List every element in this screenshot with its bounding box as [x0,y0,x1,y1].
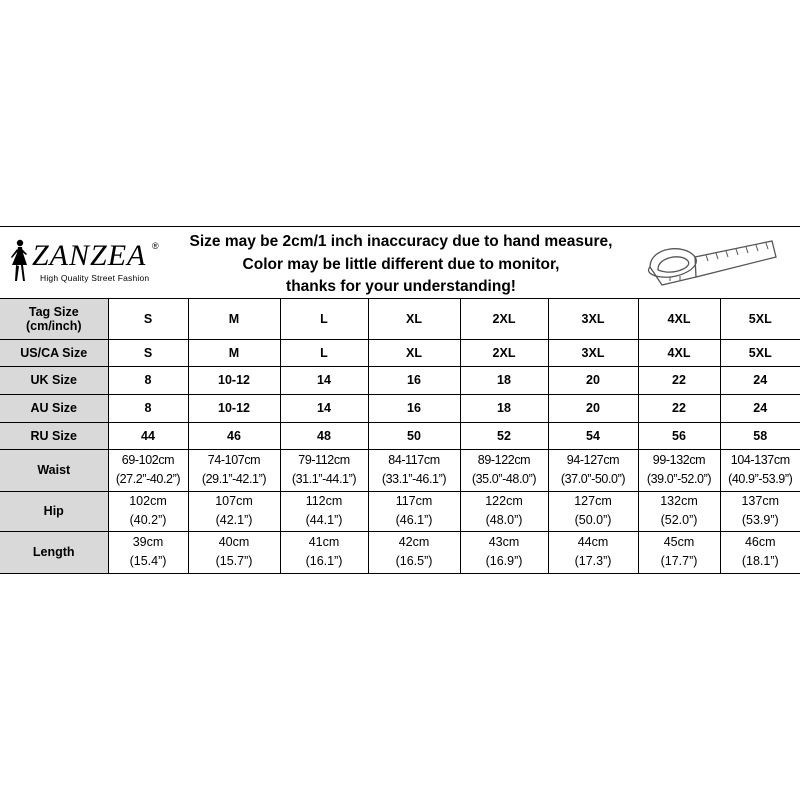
measurement-cell [368,491,460,531]
size-cell: 56 [638,422,720,449]
measurement-inch: (15.4”) [129,554,167,569]
measurement-cell [188,491,280,531]
size-cell: 16 [368,366,460,394]
measurement-inch: (29.1”-42.1”) [201,472,267,486]
measurement-cm: 39cm [132,535,164,550]
row-header [0,299,108,339]
measurement-cm: 69-102cm [121,453,175,467]
measurement-notice [168,231,634,299]
measurement-inch: (46.1”) [395,513,433,527]
measurement-cm: 112cm [305,494,343,508]
measurement-cell [638,531,720,573]
size-cell: 10-12 [188,366,280,394]
table-row [0,339,800,366]
size-cell: 22 [638,366,720,394]
measurement-cell [638,491,720,531]
brand-logo [6,235,162,291]
size-cell: 20 [548,394,638,422]
measurement-inch: (15.7”) [215,554,253,569]
size-cell: 22 [638,394,720,422]
measurement-cm: 137cm [741,494,780,508]
measurement-cm: 89-122cm [477,453,531,467]
row-header: RU Size [0,422,108,449]
table-row [0,299,800,339]
size-cell: 16 [368,394,460,422]
size-cell: 24 [720,366,800,394]
table-row [0,449,800,491]
size-table [0,299,800,573]
measurement-cm: 127cm [574,494,612,508]
measurement-cell [280,531,368,573]
measurement-cell [548,531,638,573]
measurement-cm: 41cm [308,535,340,550]
measurement-cell [188,531,280,573]
measurement-inch: (16.5”) [395,554,433,569]
size-cell: 3XL [548,339,638,366]
notice-line: Color may be little different due to monitor, [242,255,560,273]
size-cell: 48 [280,422,368,449]
row-header: Hip [0,491,108,531]
measurement-cell [720,491,800,531]
size-cell: S [108,339,188,366]
measurement-inch: (27.2”-40.2”) [115,472,181,486]
measurement-cm: 132cm [660,494,698,508]
size-chart-banner [0,227,800,299]
measurement-inch: (17.3”) [574,554,612,569]
size-cell: S [108,299,188,339]
measurement-cell [108,491,188,531]
measurement-cm: 94-127cm [566,453,620,467]
measurement-cm: 74-107cm [207,453,261,467]
measurement-inch: (37.0”-50.0”) [560,472,626,486]
measurement-cell [460,449,548,491]
notice-line: thanks for your understanding! [286,278,516,295]
measurement-cm: 99-132cm [652,453,706,467]
table-row [0,531,800,573]
size-cell: 44 [108,422,188,449]
size-cell: 3XL [548,299,638,339]
row-header: AU Size [0,394,108,422]
measurement-cm: 84-117cm [388,453,440,467]
measurement-inch: (50.0”) [574,513,612,527]
measurement-inch: (42.1”) [215,513,253,527]
measurement-cm: 122cm [485,494,523,508]
measurement-inch: (17.7”) [660,554,698,569]
size-cell: 18 [460,394,548,422]
row-header: Waist [0,449,108,491]
table-row [0,366,800,394]
brand-name: ZANZEA [32,239,147,272]
size-cell: 4XL [638,299,720,339]
measurement-inch: (40.9”-53.9”) [728,472,793,486]
measurement-cm: 104-137cm [730,453,790,467]
measurement-cm: 117cm [395,494,433,508]
measurement-cm: 79-112cm [298,453,350,467]
size-cell: 52 [460,422,548,449]
measurement-cm: 42cm [398,535,430,550]
size-cell: 8 [108,394,188,422]
measurement-cell [460,531,548,573]
measurement-inch: (52.0”) [660,513,698,527]
measurement-cm: 40cm [218,535,250,550]
measurement-cell [548,491,638,531]
measurement-cm: 43cm [488,535,520,550]
row-header-line: (cm/inch) [25,318,82,333]
measurement-inch: (16.1”) [305,554,343,569]
measurement-inch: (31.1”-44.1”) [291,472,357,486]
measurement-cm: 102cm [129,494,167,508]
table-row [0,394,800,422]
measurement-inch: (39.0”-52.0”) [646,472,712,486]
size-cell: 24 [720,394,800,422]
measurement-inch: (18.1”) [741,554,779,569]
measurement-cell [460,491,548,531]
notice-line: Size may be 2cm/1 inch inaccuracy due to hand measure, [189,233,613,250]
measurement-inch: (44.1”) [305,513,343,527]
row-header: US/CA Size [0,339,108,366]
size-cell: 2XL [460,339,548,366]
measurement-inch: (53.9”) [741,513,779,527]
size-cell: 4XL [638,339,720,366]
size-cell: 14 [280,394,368,422]
size-cell: M [188,299,280,339]
size-cell: 14 [280,366,368,394]
size-cell: XL [368,299,460,339]
measurement-cell [280,491,368,531]
measurement-cell [368,449,460,491]
size-cell: L [280,299,368,339]
measurement-cm: 45cm [663,535,695,550]
registered-mark: ® [152,241,159,251]
measurement-cell [368,531,460,573]
size-cell: 18 [460,366,548,394]
size-cell: 8 [108,366,188,394]
measurement-cell [188,449,280,491]
size-cell: L [280,339,368,366]
row-header: UK Size [0,366,108,394]
size-cell: 46 [188,422,280,449]
size-cell: 2XL [460,299,548,339]
size-cell: 20 [548,366,638,394]
measurement-cell [720,531,800,573]
size-cell: 10-12 [188,394,280,422]
brand-tagline: High Quality Street Fashion [40,273,150,283]
table-row [0,491,800,531]
measurement-cell [108,531,188,573]
size-cell: 5XL [720,339,800,366]
size-cell: 58 [720,422,800,449]
measurement-cm: 107cm [215,494,253,508]
measurement-cell [548,449,638,491]
size-chart [0,226,800,574]
size-cell: M [188,339,280,366]
measuring-tape-icon [640,237,780,291]
size-cell: XL [368,339,460,366]
row-header: Length [0,531,108,573]
measurement-inch: (48.0”) [485,513,523,527]
size-cell: 50 [368,422,460,449]
measurement-cell [280,449,368,491]
measurement-inch: (40.2”) [129,513,167,527]
measurement-cm: 44cm [577,535,609,550]
measurement-inch: (35.0”-48.0”) [471,472,537,486]
measurement-cell [638,449,720,491]
measurement-inch: (16.9”) [485,554,523,569]
row-header-line: Tag Size [28,304,79,319]
measurement-cell [108,449,188,491]
size-cell: 5XL [720,299,800,339]
measurement-inch: (33.1”-46.1”) [381,472,447,486]
measurement-cm: 46cm [744,535,776,550]
size-cell: 54 [548,422,638,449]
table-row [0,422,800,449]
woman-silhouette-icon [6,239,32,285]
measurement-cell [720,449,800,491]
